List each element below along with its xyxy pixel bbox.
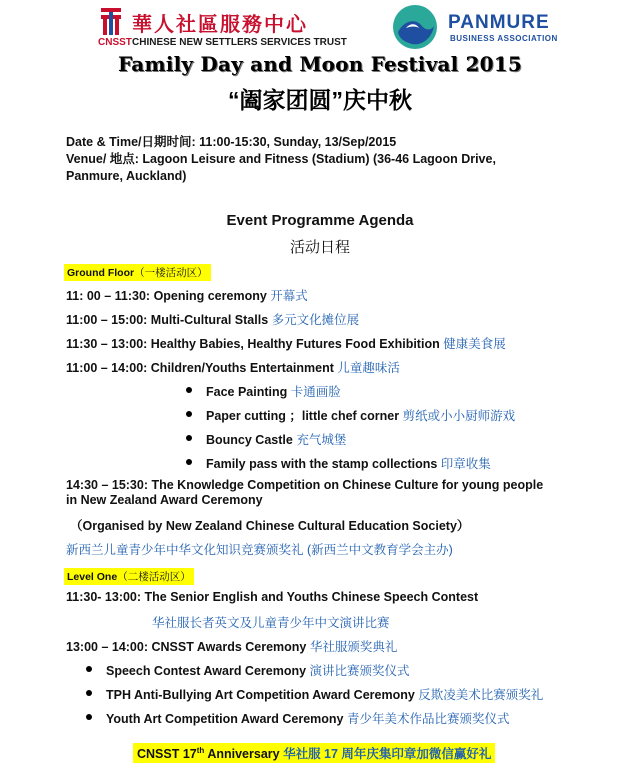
level-one-label-cn: （二楼活动区）: [117, 571, 191, 583]
agenda-title-cn: 活动日程: [289, 239, 350, 256]
agenda-item-en: 11:00 – 15:00: Multi-Cultural Stalls: [66, 313, 272, 327]
bullet-item: [206, 382, 341, 400]
bullet-item-en: Bouncy Castle: [206, 433, 297, 447]
bullet-item: [206, 406, 515, 424]
cnsst-abbr: CNSST: [98, 37, 132, 48]
awards-ceremony-cn: 华社服颁奖典礼: [309, 640, 398, 654]
level-one-label: [64, 568, 194, 585]
speech-contest-item: 11:30- 13:00: The Senior English and Youths Chinese Speech Contest: [66, 590, 479, 604]
bullet-dot-icon: [86, 690, 92, 696]
bullet-dot-icon: [86, 714, 92, 720]
ground-floor-label-en: Ground Floor: [67, 267, 135, 279]
datetime-line: Date & Time/日期时间: 11:00-15:30, Sunday, 13/Sep/2015: [66, 135, 397, 149]
cnsst-name-en: CHINESE NEW SETTLERS SERVICES TRUST: [132, 37, 347, 48]
anniversary-prefix: CNSST 17: [137, 747, 197, 761]
agenda-item-en: 11: 00 – 11:30: Opening ceremony: [66, 289, 271, 303]
anniversary-cn: 华社服 17 周年庆集印章加微信赢好礼: [283, 747, 492, 761]
cnsst-name-cn: 華人社區服務中心: [132, 12, 308, 36]
level-one-label-en: Level One: [67, 571, 118, 583]
agenda-item-en: 11:00 – 14:00: Children/Youths Entertainment: [66, 361, 338, 375]
organised-by-cn: 新西兰儿童青少年中华文化知识竞赛颁奖礼 (新西兰中文教育学会主办): [66, 543, 453, 557]
header: [0, 0, 640, 52]
competition-line-2: in New Zealand Award Ceremony: [66, 493, 263, 507]
bullet-dot-icon: [186, 435, 192, 441]
bullet-item-en: Speech Contest Award Ceremony: [106, 664, 310, 678]
bullet-item: [106, 685, 543, 703]
bullet-dot-icon: [186, 459, 192, 465]
anniversary-suffix: Anniversary: [204, 747, 284, 761]
agenda-item-cn: 开幕式: [270, 289, 308, 303]
panmure-logo: [392, 4, 562, 50]
agenda-item-en: 11:30 – 13:00: Healthy Babies, Healthy Futures Food Exhibition: [66, 337, 444, 351]
ground-floor-label-cn: （一楼活动区）: [134, 267, 208, 279]
agenda-item-cn: 儿童趣味活: [337, 361, 400, 375]
awards-ceremony-en: 13:00 – 14:00: CNSST Awards Ceremony: [66, 640, 310, 654]
bullet-item-en: Youth Art Competition Award Ceremony: [106, 712, 347, 726]
bullet-dot-icon: [186, 411, 192, 417]
bullet-item-cn: 青少年美术作品比赛颁奖仪式: [347, 712, 510, 726]
bullet-item-cn: 反欺凌美术比赛颁奖礼: [418, 688, 544, 702]
agenda-item-cn: 健康美食展: [443, 337, 506, 351]
cnsst-logo: [98, 6, 358, 48]
agenda-title-en: Event Programme Agenda: [226, 212, 414, 229]
bullet-item-cn: 剪纸或小小厨师游戏: [402, 409, 516, 423]
bullet-item-en: Paper cutting ；little chef corner: [206, 409, 403, 423]
panmure-name: PANMURE: [448, 12, 550, 33]
anniversary-banner: [133, 743, 495, 763]
bullet-item-en: Face Painting: [206, 385, 291, 399]
bullet-item-en: TPH Anti-Bullying Art Competition Award Ceremony: [106, 688, 419, 702]
competition-line-1: 14:30 – 15:30: The Knowledge Competition on Chinese Culture for young people: [66, 478, 544, 492]
agenda-item: [66, 358, 400, 376]
ground-floor-label: [64, 264, 211, 281]
event-info: [66, 134, 606, 185]
speech-contest-cn: 华社服长者英文及儿童青少年中文演讲比赛: [152, 616, 390, 630]
bullet-item-en: Family pass with the stamp collections: [206, 457, 441, 471]
bullet-item-cn: 演讲比赛颁奖仪式: [309, 664, 410, 678]
page-title-en: Family Day and Moon Festival 2015: [118, 52, 522, 76]
agenda-item: [66, 286, 308, 304]
agenda-item: [66, 310, 359, 328]
bullet-dot-icon: [86, 666, 92, 672]
organised-by: （Organised by New Zealand Chinese Cultural Education Society）: [70, 519, 470, 533]
bullet-dot-icon: [186, 387, 192, 393]
agenda-item: [66, 334, 506, 352]
bullet-item-cn: 充气城堡: [296, 433, 347, 447]
agenda-item-cn: 多元文化摊位展: [271, 313, 360, 327]
bullet-item: [106, 661, 410, 679]
bullet-item-cn: 印章收集: [440, 457, 491, 471]
bullet-item: [206, 430, 346, 448]
venue-line-1: Venue/ 地点: Lagoon Leisure and Fitness (Stadium) (36-46 Lagoon Drive,: [66, 152, 496, 166]
bullet-item: [106, 709, 510, 727]
bullet-item: [206, 454, 491, 472]
venue-line-2: Panmure, Auckland): [66, 169, 187, 183]
anniversary-sup: th: [196, 745, 205, 755]
competition-item: [66, 478, 586, 508]
awards-ceremony-item: [66, 637, 397, 655]
panmure-subtitle: BUSINESS ASSOCIATION: [450, 34, 558, 43]
bullet-item-cn: 卡通画脸: [290, 385, 341, 399]
page-title-cn: “阖家团圆”庆中秋: [228, 87, 412, 113]
panmure-wave-icon: [392, 4, 438, 50]
